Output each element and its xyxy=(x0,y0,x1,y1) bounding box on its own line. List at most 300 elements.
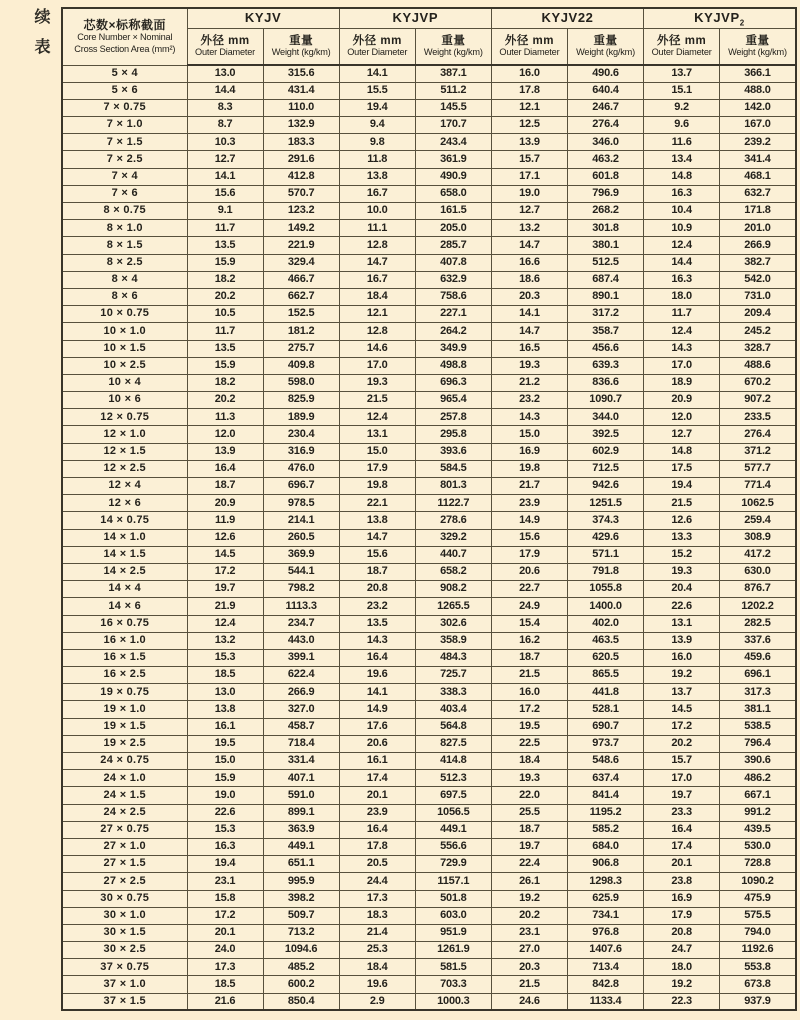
outer-diameter-cell: 19.7 xyxy=(491,838,567,855)
weight-cell: 209.4 xyxy=(720,306,796,323)
weight-cell: 329.2 xyxy=(415,529,491,546)
weight-cell: 189.9 xyxy=(263,409,339,426)
core-section-cell: 10 × 4 xyxy=(62,374,187,391)
outer-diameter-cell: 16.0 xyxy=(491,684,567,701)
subheader-wt-kyjv xyxy=(263,28,339,65)
weight-cell: 942.6 xyxy=(567,478,643,495)
weight-cell: 449.1 xyxy=(263,838,339,855)
table-row xyxy=(62,838,796,855)
weight-cell: 564.8 xyxy=(415,718,491,735)
weight-cell: 639.3 xyxy=(567,357,643,374)
core-section-cell: 27 × 0.75 xyxy=(62,821,187,838)
continued-table-label: 续表 xyxy=(32,8,51,68)
outer-diameter-cell: 16.3 xyxy=(644,271,720,288)
outer-diameter-cell: 12.0 xyxy=(187,426,263,443)
weight-cell: 181.2 xyxy=(263,323,339,340)
outer-diameter-cell: 24.4 xyxy=(339,873,415,890)
weight-cell: 183.3 xyxy=(263,134,339,151)
weight-cell: 758.6 xyxy=(415,288,491,305)
outer-diameter-cell: 13.1 xyxy=(339,426,415,443)
weight-cell: 409.8 xyxy=(263,357,339,374)
group-label: KYJVP xyxy=(694,10,740,26)
weight-cell: 544.1 xyxy=(263,563,339,580)
outer-diameter-cell: 9.8 xyxy=(339,134,415,151)
outer-diameter-cell: 12.8 xyxy=(339,237,415,254)
weight-cell: 908.2 xyxy=(415,581,491,598)
outer-diameter-cell: 14.7 xyxy=(491,323,567,340)
weight-cell: 729.9 xyxy=(415,856,491,873)
outer-diameter-cell: 12.6 xyxy=(187,529,263,546)
group-label: KYJV xyxy=(244,10,282,26)
weight-cell: 1122.7 xyxy=(415,495,491,512)
weight-cell: 234.7 xyxy=(263,615,339,632)
outer-diameter-cell: 19.3 xyxy=(491,357,567,374)
weight-cell: 575.5 xyxy=(720,907,796,924)
corner-header-en-line2: Cross Section Area (mm²) xyxy=(74,44,176,55)
weight-cell: 308.9 xyxy=(720,529,796,546)
weight-cell: 712.5 xyxy=(567,460,643,477)
outer-diameter-cell: 15.0 xyxy=(491,426,567,443)
outer-diameter-cell: 14.1 xyxy=(339,684,415,701)
weight-cell: 1192.6 xyxy=(720,942,796,959)
outer-diameter-cell: 19.3 xyxy=(644,563,720,580)
weight-cell: 152.5 xyxy=(263,306,339,323)
outer-diameter-cell: 13.5 xyxy=(187,340,263,357)
outer-diameter-cell: 10.3 xyxy=(187,134,263,151)
outer-diameter-cell: 19.8 xyxy=(491,460,567,477)
table-row xyxy=(62,804,796,821)
core-section-cell: 19 × 2.5 xyxy=(62,735,187,752)
outer-diameter-cell: 15.9 xyxy=(187,770,263,787)
weight-cell: 658.2 xyxy=(415,563,491,580)
table-row xyxy=(62,649,796,666)
core-section-cell: 37 × 1.0 xyxy=(62,976,187,993)
outer-diameter-cell: 21.5 xyxy=(644,495,720,512)
weight-cell: 978.5 xyxy=(263,495,339,512)
od-zh-label: 外径 mm xyxy=(657,34,707,47)
outer-diameter-cell: 15.9 xyxy=(187,254,263,271)
weight-cell: 476.0 xyxy=(263,460,339,477)
weight-cell: 509.7 xyxy=(263,907,339,924)
weight-cell: 214.1 xyxy=(263,512,339,529)
outer-diameter-cell: 20.2 xyxy=(491,907,567,924)
wt-en-label: Weight (kg/km) xyxy=(728,46,787,57)
outer-diameter-cell: 22.4 xyxy=(491,856,567,873)
outer-diameter-cell: 9.1 xyxy=(187,203,263,220)
outer-diameter-cell: 20.9 xyxy=(644,392,720,409)
weight-cell: 841.4 xyxy=(567,787,643,804)
outer-diameter-cell: 13.9 xyxy=(187,443,263,460)
table-row xyxy=(62,340,796,357)
weight-cell: 488.0 xyxy=(720,82,796,99)
outer-diameter-cell: 19.0 xyxy=(491,185,567,202)
weight-cell: 221.9 xyxy=(263,237,339,254)
weight-cell: 458.7 xyxy=(263,718,339,735)
weight-cell: 276.4 xyxy=(567,117,643,134)
weight-cell: 976.8 xyxy=(567,924,643,941)
weight-cell: 259.4 xyxy=(720,512,796,529)
weight-cell: 1261.9 xyxy=(415,942,491,959)
outer-diameter-cell: 10.9 xyxy=(644,220,720,237)
outer-diameter-cell: 12.1 xyxy=(339,306,415,323)
weight-cell: 670.2 xyxy=(720,374,796,391)
table-row xyxy=(62,220,796,237)
weight-cell: 403.4 xyxy=(415,701,491,718)
outer-diameter-cell: 16.6 xyxy=(491,254,567,271)
weight-cell: 548.6 xyxy=(567,753,643,770)
table-row xyxy=(62,529,796,546)
weight-cell: 317.2 xyxy=(567,306,643,323)
core-section-cell: 7 × 1.5 xyxy=(62,134,187,151)
outer-diameter-cell: 19.7 xyxy=(187,581,263,598)
wt-zh-label: 重量 xyxy=(593,34,618,47)
weight-cell: 713.2 xyxy=(263,924,339,941)
weight-cell: 301.8 xyxy=(567,220,643,237)
weight-cell: 488.6 xyxy=(720,357,796,374)
weight-cell: 484.3 xyxy=(415,649,491,666)
core-section-cell: 7 × 1.0 xyxy=(62,117,187,134)
spec-table-body xyxy=(62,65,796,1010)
core-section-cell: 8 × 2.5 xyxy=(62,254,187,271)
outer-diameter-cell: 20.6 xyxy=(491,563,567,580)
core-section-cell: 10 × 6 xyxy=(62,392,187,409)
weight-cell: 264.2 xyxy=(415,323,491,340)
outer-diameter-cell: 18.5 xyxy=(187,976,263,993)
table-row xyxy=(62,598,796,615)
core-section-cell: 37 × 0.75 xyxy=(62,959,187,976)
outer-diameter-cell: 20.6 xyxy=(339,735,415,752)
weight-cell: 620.5 xyxy=(567,649,643,666)
outer-diameter-cell: 23.1 xyxy=(187,873,263,890)
outer-diameter-cell: 12.7 xyxy=(644,426,720,443)
weight-cell: 1056.5 xyxy=(415,804,491,821)
outer-diameter-cell: 21.5 xyxy=(491,976,567,993)
group-header-row xyxy=(62,8,796,28)
outer-diameter-cell: 15.6 xyxy=(339,546,415,563)
weight-cell: 243.4 xyxy=(415,134,491,151)
outer-diameter-cell: 17.8 xyxy=(491,82,567,99)
weight-cell: 171.8 xyxy=(720,203,796,220)
outer-diameter-cell: 17.0 xyxy=(339,357,415,374)
core-section-cell: 24 × 1.5 xyxy=(62,787,187,804)
weight-cell: 1251.5 xyxy=(567,495,643,512)
outer-diameter-cell: 12.5 xyxy=(491,117,567,134)
outer-diameter-cell: 23.1 xyxy=(491,924,567,941)
table-row xyxy=(62,357,796,374)
weight-cell: 906.8 xyxy=(567,856,643,873)
group-header-kyjv xyxy=(187,8,339,28)
outer-diameter-cell: 24.9 xyxy=(491,598,567,615)
weight-cell: 512.3 xyxy=(415,770,491,787)
weight-cell: 842.8 xyxy=(567,976,643,993)
outer-diameter-cell: 13.2 xyxy=(187,632,263,649)
outer-diameter-cell: 22.3 xyxy=(644,993,720,1010)
table-row xyxy=(62,478,796,495)
weight-cell: 392.5 xyxy=(567,426,643,443)
weight-cell: 380.1 xyxy=(567,237,643,254)
core-section-cell: 19 × 1.5 xyxy=(62,718,187,735)
cable-spec-table xyxy=(61,7,797,1011)
core-section-cell: 8 × 0.75 xyxy=(62,203,187,220)
table-row xyxy=(62,770,796,787)
outer-diameter-cell: 14.9 xyxy=(491,512,567,529)
core-section-cell: 7 × 4 xyxy=(62,168,187,185)
weight-cell: 718.4 xyxy=(263,735,339,752)
table-row xyxy=(62,563,796,580)
weight-cell: 771.4 xyxy=(720,478,796,495)
table-row xyxy=(62,512,796,529)
weight-cell: 145.5 xyxy=(415,99,491,116)
weight-cell: 528.1 xyxy=(567,701,643,718)
weight-cell: 331.4 xyxy=(263,753,339,770)
weight-cell: 490.6 xyxy=(567,65,643,82)
weight-cell: 328.7 xyxy=(720,340,796,357)
weight-cell: 1090.7 xyxy=(567,392,643,409)
weight-cell: 1195.2 xyxy=(567,804,643,821)
outer-diameter-cell: 18.9 xyxy=(644,374,720,391)
weight-cell: 1265.5 xyxy=(415,598,491,615)
outer-diameter-cell: 18.3 xyxy=(339,907,415,924)
core-section-cell: 24 × 1.0 xyxy=(62,770,187,787)
outer-diameter-cell: 23.2 xyxy=(339,598,415,615)
weight-cell: 429.6 xyxy=(567,529,643,546)
weight-cell: 123.2 xyxy=(263,203,339,220)
outer-diameter-cell: 21.6 xyxy=(187,993,263,1010)
weight-cell: 570.7 xyxy=(263,185,339,202)
outer-diameter-cell: 16.4 xyxy=(339,649,415,666)
outer-diameter-cell: 9.4 xyxy=(339,117,415,134)
core-section-cell: 8 × 1.5 xyxy=(62,237,187,254)
outer-diameter-cell: 15.7 xyxy=(491,151,567,168)
core-section-cell: 16 × 0.75 xyxy=(62,615,187,632)
weight-cell: 449.1 xyxy=(415,821,491,838)
outer-diameter-cell: 18.0 xyxy=(644,959,720,976)
outer-diameter-cell: 15.7 xyxy=(644,753,720,770)
table-row xyxy=(62,993,796,1010)
outer-diameter-cell: 17.0 xyxy=(644,357,720,374)
group-label: KYJV22 xyxy=(541,10,594,26)
weight-cell: 625.9 xyxy=(567,890,643,907)
outer-diameter-cell: 9.2 xyxy=(644,99,720,116)
core-section-cell: 37 × 1.5 xyxy=(62,993,187,1010)
weight-cell: 637.4 xyxy=(567,770,643,787)
weight-cell: 382.7 xyxy=(720,254,796,271)
outer-diameter-cell: 20.4 xyxy=(644,581,720,598)
weight-cell: 459.6 xyxy=(720,649,796,666)
outer-diameter-cell: 21.7 xyxy=(491,478,567,495)
weight-cell: 407.1 xyxy=(263,770,339,787)
weight-cell: 796.4 xyxy=(720,735,796,752)
core-section-cell: 19 × 1.0 xyxy=(62,701,187,718)
core-section-cell: 8 × 6 xyxy=(62,288,187,305)
outer-diameter-cell: 16.7 xyxy=(339,185,415,202)
outer-diameter-cell: 18.7 xyxy=(339,563,415,580)
weight-cell: 475.9 xyxy=(720,890,796,907)
weight-cell: 696.1 xyxy=(720,667,796,684)
table-row xyxy=(62,873,796,890)
weight-cell: 667.1 xyxy=(720,787,796,804)
weight-cell: 1055.8 xyxy=(567,581,643,598)
outer-diameter-cell: 14.3 xyxy=(339,632,415,649)
core-section-cell: 12 × 6 xyxy=(62,495,187,512)
weight-cell: 260.5 xyxy=(263,529,339,546)
weight-cell: 696.3 xyxy=(415,374,491,391)
weight-cell: 316.9 xyxy=(263,443,339,460)
weight-cell: 937.9 xyxy=(720,993,796,1010)
outer-diameter-cell: 14.4 xyxy=(644,254,720,271)
outer-diameter-cell: 19.4 xyxy=(339,99,415,116)
weight-cell: 602.9 xyxy=(567,443,643,460)
outer-diameter-cell: 18.2 xyxy=(187,271,263,288)
weight-cell: 571.1 xyxy=(567,546,643,563)
outer-diameter-cell: 13.8 xyxy=(187,701,263,718)
outer-diameter-cell: 15.4 xyxy=(491,615,567,632)
outer-diameter-cell: 16.1 xyxy=(339,753,415,770)
weight-cell: 591.0 xyxy=(263,787,339,804)
table-row xyxy=(62,203,796,220)
outer-diameter-cell: 15.6 xyxy=(491,529,567,546)
outer-diameter-cell: 12.8 xyxy=(339,323,415,340)
weight-cell: 268.2 xyxy=(567,203,643,220)
outer-diameter-cell: 15.9 xyxy=(187,357,263,374)
core-section-cell: 14 × 0.75 xyxy=(62,512,187,529)
outer-diameter-cell: 13.5 xyxy=(339,615,415,632)
outer-diameter-cell: 21.5 xyxy=(339,392,415,409)
wt-zh-label: 重量 xyxy=(441,34,466,47)
od-en-label: Outer Diameter xyxy=(651,46,712,57)
outer-diameter-cell: 23.9 xyxy=(491,495,567,512)
weight-cell: 825.9 xyxy=(263,392,339,409)
outer-diameter-cell: 16.7 xyxy=(339,271,415,288)
weight-cell: 687.4 xyxy=(567,271,643,288)
core-section-cell: 10 × 2.5 xyxy=(62,357,187,374)
group-label: KYJVP xyxy=(392,10,439,26)
core-section-cell: 8 × 4 xyxy=(62,271,187,288)
weight-cell: 443.0 xyxy=(263,632,339,649)
core-section-cell: 27 × 1.5 xyxy=(62,856,187,873)
outer-diameter-cell: 13.2 xyxy=(491,220,567,237)
outer-diameter-cell: 20.3 xyxy=(491,959,567,976)
outer-diameter-cell: 18.4 xyxy=(491,753,567,770)
subheader-od-kyjv22 xyxy=(491,28,567,65)
weight-cell: 1062.5 xyxy=(720,495,796,512)
outer-diameter-cell: 18.7 xyxy=(491,649,567,666)
outer-diameter-cell: 18.0 xyxy=(644,288,720,305)
outer-diameter-cell: 8.7 xyxy=(187,117,263,134)
table-row xyxy=(62,323,796,340)
weight-cell: 640.4 xyxy=(567,82,643,99)
outer-diameter-cell: 13.4 xyxy=(644,151,720,168)
outer-diameter-cell: 22.1 xyxy=(339,495,415,512)
outer-diameter-cell: 15.1 xyxy=(644,82,720,99)
weight-cell: 338.3 xyxy=(415,684,491,701)
outer-diameter-cell: 19.2 xyxy=(491,890,567,907)
weight-cell: 282.5 xyxy=(720,615,796,632)
outer-diameter-cell: 19.5 xyxy=(187,735,263,752)
weight-cell: 865.5 xyxy=(567,667,643,684)
weight-cell: 725.7 xyxy=(415,667,491,684)
outer-diameter-cell: 12.1 xyxy=(491,99,567,116)
corner-header-zh: 芯数×标称截面 xyxy=(83,17,166,32)
weight-cell: 390.6 xyxy=(720,753,796,770)
weight-cell: 276.4 xyxy=(720,426,796,443)
weight-cell: 542.0 xyxy=(720,271,796,288)
outer-diameter-cell: 19.5 xyxy=(491,718,567,735)
table-row xyxy=(62,443,796,460)
weight-cell: 149.2 xyxy=(263,220,339,237)
weight-cell: 584.5 xyxy=(415,460,491,477)
core-section-cell: 27 × 1.0 xyxy=(62,838,187,855)
outer-diameter-cell: 18.7 xyxy=(491,821,567,838)
table-row xyxy=(62,907,796,924)
weight-cell: 530.0 xyxy=(720,838,796,855)
outer-diameter-cell: 17.9 xyxy=(491,546,567,563)
outer-diameter-cell: 14.6 xyxy=(339,340,415,357)
table-row xyxy=(62,615,796,632)
outer-diameter-cell: 16.5 xyxy=(491,340,567,357)
weight-cell: 600.2 xyxy=(263,976,339,993)
weight-cell: 266.9 xyxy=(720,237,796,254)
weight-cell: 731.0 xyxy=(720,288,796,305)
corner-header-en-line1: Core Number × Nominal xyxy=(77,32,173,43)
weight-cell: 468.1 xyxy=(720,168,796,185)
weight-cell: 1090.2 xyxy=(720,873,796,890)
table-row xyxy=(62,288,796,305)
outer-diameter-cell: 17.2 xyxy=(187,563,263,580)
outer-diameter-cell: 25.3 xyxy=(339,942,415,959)
weight-cell: 361.9 xyxy=(415,151,491,168)
outer-diameter-cell: 13.1 xyxy=(644,615,720,632)
weight-cell: 907.2 xyxy=(720,392,796,409)
table-row xyxy=(62,168,796,185)
outer-diameter-cell: 20.1 xyxy=(187,924,263,941)
table-row xyxy=(62,495,796,512)
outer-diameter-cell: 23.8 xyxy=(644,873,720,890)
core-section-cell: 14 × 2.5 xyxy=(62,563,187,580)
group-header-kyjv22 xyxy=(491,8,643,28)
outer-diameter-cell: 20.2 xyxy=(187,392,263,409)
outer-diameter-cell: 15.8 xyxy=(187,890,263,907)
table-row xyxy=(62,942,796,959)
weight-cell: 801.3 xyxy=(415,478,491,495)
weight-cell: 697.5 xyxy=(415,787,491,804)
outer-diameter-cell: 16.4 xyxy=(339,821,415,838)
outer-diameter-cell: 15.3 xyxy=(187,649,263,666)
weight-cell: 973.7 xyxy=(567,735,643,752)
weight-cell: 511.2 xyxy=(415,82,491,99)
weight-cell: 1113.3 xyxy=(263,598,339,615)
outer-diameter-cell: 22.5 xyxy=(491,735,567,752)
weight-cell: 327.0 xyxy=(263,701,339,718)
weight-cell: 794.0 xyxy=(720,924,796,941)
outer-diameter-cell: 12.7 xyxy=(491,203,567,220)
table-row xyxy=(62,787,796,804)
weight-cell: 876.7 xyxy=(720,581,796,598)
weight-cell: 285.7 xyxy=(415,237,491,254)
weight-cell: 414.8 xyxy=(415,753,491,770)
table-row xyxy=(62,821,796,838)
weight-cell: 850.4 xyxy=(263,993,339,1010)
table-row xyxy=(62,581,796,598)
table-row xyxy=(62,959,796,976)
group-header-kyjvp2 xyxy=(644,8,796,28)
table-row xyxy=(62,374,796,391)
outer-diameter-cell: 14.8 xyxy=(644,443,720,460)
outer-diameter-cell: 11.8 xyxy=(339,151,415,168)
outer-diameter-cell: 19.4 xyxy=(187,856,263,873)
weight-cell: 398.2 xyxy=(263,890,339,907)
outer-diameter-cell: 9.6 xyxy=(644,117,720,134)
